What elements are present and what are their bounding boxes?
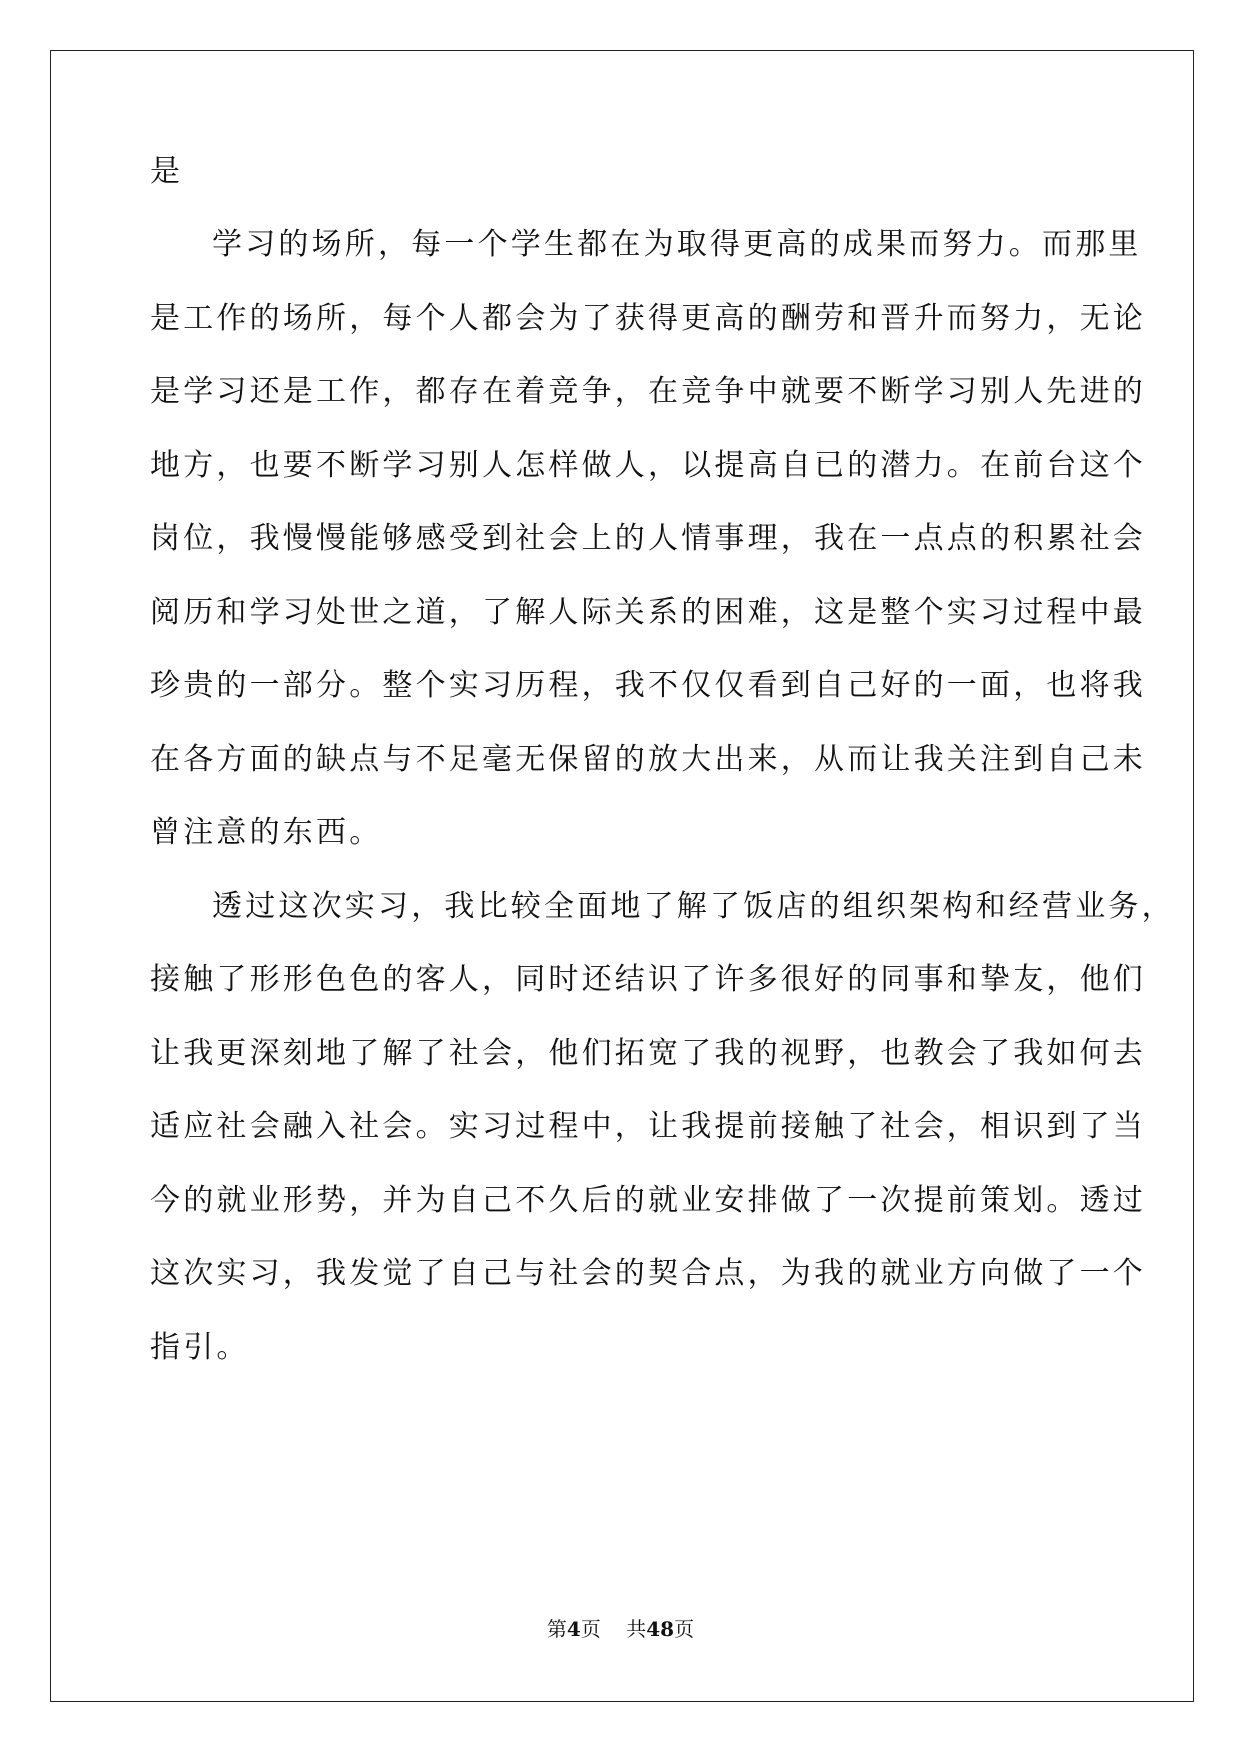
footer-total-suffix: 页 xyxy=(674,1617,695,1641)
footer-page-suffix: 页 xyxy=(580,1617,601,1641)
paragraph-line-2: 学习的场所，每一个学生都在为取得更高的成果而努力。而那里 xyxy=(212,227,1142,262)
total-pages-number: 48 xyxy=(646,1617,675,1641)
current-page-number: 4 xyxy=(566,1617,581,1641)
paragraph-line-4: 是学习还是工作，都存在着竞争，在竞争中就要不断学习别人先进的 xyxy=(150,374,1146,409)
paragraph-line-10: 曾注意的东西。 xyxy=(150,815,383,850)
paragraph-line-12: 接触了形形色色的客人，同时还结识了许多很好的同事和挚友，他们 xyxy=(150,962,1146,997)
paragraph-line-11: 透过这次实习，我比较全面地了解了饭店的组织架构和经营业务， xyxy=(212,889,1175,924)
paragraph-line-8: 珍贵的一部分。整个实习历程，我不仅仅看到自己好的一面，也将我 xyxy=(150,668,1146,703)
paragraph-line-13: 让我更深刻地了解了社会，他们拓宽了我的视野，也教会了我如何去 xyxy=(150,1036,1146,1071)
paragraph-line-14: 适应社会融入社会。实习过程中，让我提前接触了社会，相识到了当 xyxy=(150,1109,1146,1144)
paragraph-line-1: 是 xyxy=(150,154,184,189)
paragraph-line-6: 岗位，我慢慢能够感受到社会上的人情事理，我在一点点的积累社会 xyxy=(150,521,1146,556)
paragraph-line-9: 在各方面的缺点与不足毫无保留的放大出来，从而让我关注到自己未 xyxy=(150,742,1146,777)
paragraph-line-15: 今的就业形势，并为自己不久后的就业安排做了一次提前策划。透过 xyxy=(150,1183,1146,1218)
footer-prefix: 第 xyxy=(546,1617,567,1641)
paragraph-line-7: 阅历和学习处世之道，了解人际关系的困难，这是整个实习过程中最 xyxy=(150,595,1146,630)
page-footer xyxy=(0,1616,1241,1642)
paragraph-line-17: 指引。 xyxy=(150,1330,250,1365)
paragraph-line-5: 地方，也要不断学习别人怎样做人，以提高自已的潜力。在前台这个 xyxy=(150,448,1146,483)
footer-total-prefix: 共 xyxy=(626,1617,647,1641)
page-border xyxy=(50,50,1194,1702)
paragraph-line-16: 这次实习，我发觉了自己与社会的契合点，为我的就业方向做了一个 xyxy=(150,1256,1146,1291)
paragraph-line-3: 是工作的场所，每个人都会为了获得更高的酬劳和晋升而努力，无论 xyxy=(150,301,1146,336)
